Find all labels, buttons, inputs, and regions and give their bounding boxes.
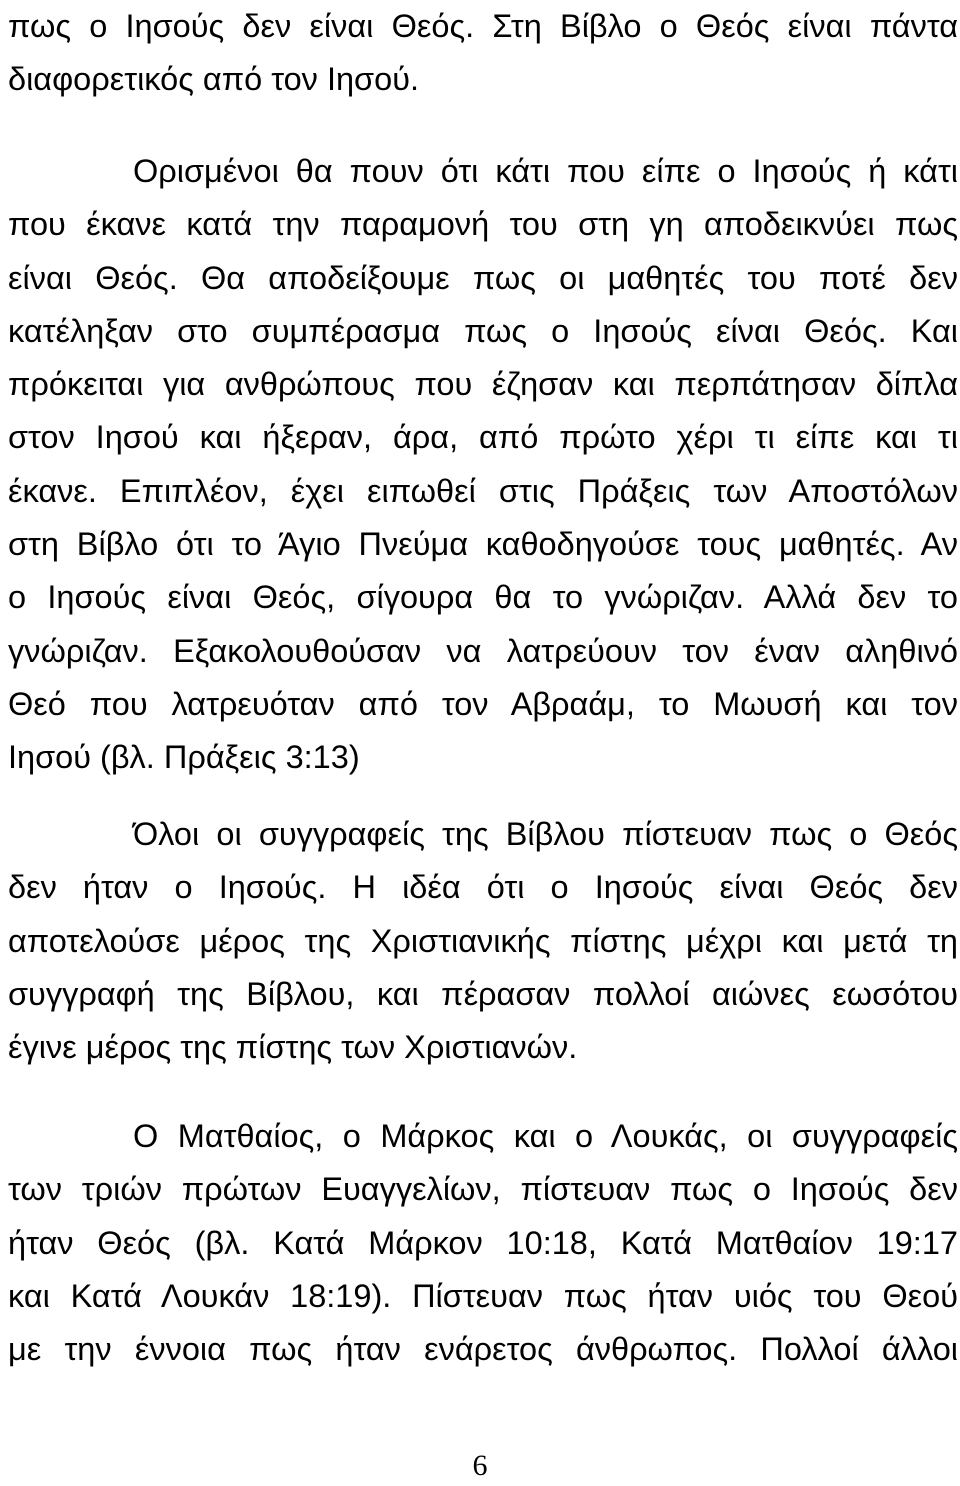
text-line: είναι Θεός. Θα αποδείξουμε πως οι μαθητές του ποτέ δεν — [8, 259, 958, 296]
text-line: ο Ιησούς είναι Θεός, σίγουρα θα το γνώριζαν. Αλλά δεν το — [8, 579, 958, 616]
text-line: Ο Ματθαίος, ο Μάρκος και ο Λουκάς, οι συγγραφείς — [133, 1118, 958, 1154]
text-line: συγγραφή της Βίβλου, και πέρασαν πολλοί αιώνες εωσότου — [8, 975, 958, 1012]
text-line: αποτελούσε μέρος της Χριστιανικής πίστης μέχρι και μετά τη — [8, 922, 958, 959]
text-line: στη Βίβλο ότι το Άγιο Πνεύμα καθοδηγούσε τους μαθητές. Αν — [8, 526, 958, 563]
text-line: γνώριζαν. Εξακολουθούσαν να λατρεύουν τον έναν αληθινό — [8, 632, 958, 669]
text-line: των τριών πρώτων Ευαγγελίων, πίστευαν πως ο Ιησούς δεν — [8, 1171, 958, 1208]
text-line: ήταν Θεός (βλ. Κατά Μάρκον 10:18, Κατά Ματθαίον 19:17 — [8, 1224, 958, 1261]
text-line: Ιησού (βλ. Πράξεις 3:13) — [8, 739, 360, 776]
text-line: στον Ιησού και ήξεραν, άρα, από πρώτο χέρι τι είπε και τι — [8, 419, 958, 456]
paragraph-disciples — [8, 145, 958, 785]
text-line: που έκανε κατά την παραμονή του στη γη αποδεικνύει πως — [8, 206, 958, 243]
text-line: πως ο Ιησούς δεν είναι Θεός. Στη Βίβλο ο Θεός είναι πάντα — [8, 8, 958, 44]
text-line: δεν ήταν ο Ιησούς. Η ιδέα ότι ο Ιησούς είναι Θεός δεν — [8, 869, 958, 906]
text-line: με την έννοια πως ήταν ενάρετος άνθρωπος. Πολλοί άλλοι — [8, 1331, 958, 1368]
paragraph-continuation — [8, 0, 958, 107]
paragraph-gospels — [8, 1110, 958, 1376]
text-line: έγινε μέρος της πίστης των Χριστιανών. — [8, 1029, 578, 1066]
text-line: Ορισμένοι θα πουν ότι κάτι που είπε ο Ιησούς ή κάτι — [133, 153, 958, 189]
text-line: Όλοι οι συγγραφείς της Βίβλου πίστευαν πως ο Θεός — [133, 816, 958, 852]
page-number: 6 — [472, 1449, 488, 1482]
text-line: κατέληξαν στο συμπέρασμα πως ο Ιησούς είναι Θεός. Και — [8, 312, 958, 349]
paragraph-bible-authors — [8, 808, 958, 1074]
text-line: διαφορετικός από τον Ιησού. — [8, 61, 419, 98]
text-line: πρόκειται για ανθρώπους που έζησαν και περπάτησαν δίπλα — [8, 366, 958, 403]
text-line: έκανε. Επιπλέον, έχει ειπωθεί στις Πράξεις των Αποστόλων — [8, 472, 958, 509]
text-line: Θεό που λατρευόταν από τον Αβραάμ, το Μωυσή και τον — [8, 685, 958, 722]
text-line: και Κατά Λουκάν 18:19). Πίστευαν πως ήταν υιός του Θεού — [8, 1277, 958, 1314]
